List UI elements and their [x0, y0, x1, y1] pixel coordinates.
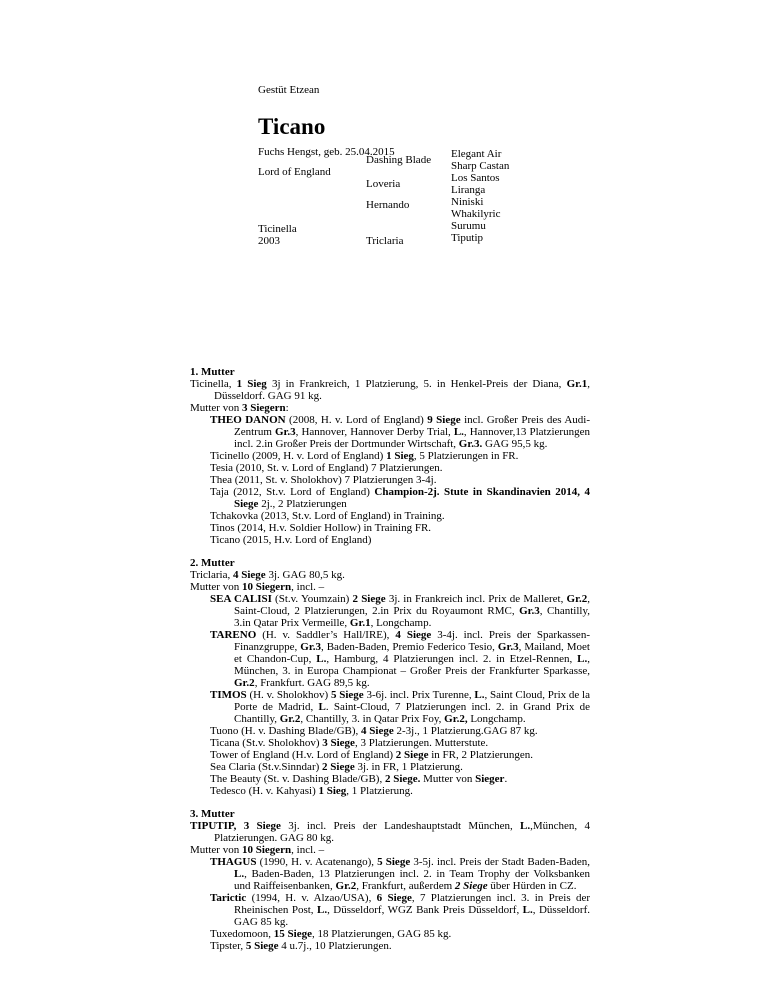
produce-entry: TIMOS (H. v. Sholokhov) 5 Siege 3-6j. incl. Prix Turenne, L., Saint Cloud, Prix de la Porte de Madrid, L. Saint-Cloud, 7 Platzierungen incl. 2. in Grand Prix de Chantilly, Gr.2, Chantilly, 3. in Qatar Prix Foy, Gr.2, Longchamp. — [210, 689, 591, 725]
produce-entry: Tuono (H. v. Dashing Blade/GB), 4 Siege 2-3j., 1 Platzierung.GAG 87 kg. — [210, 725, 538, 737]
ancestor: Los Santos — [451, 172, 500, 184]
produce-entry: Ticinello (2009, H. v. Lord of England) 1 Sieg, 5 Platzierungen in FR. — [210, 450, 519, 462]
produce-entry: Tower of England (H.v. Lord of England) 2 Siege in FR, 2 Platzierungen. — [210, 749, 533, 761]
produce-entry: Tipster, 5 Siege 4 u.7j., 10 Platzierungen. — [210, 940, 392, 952]
produce-entry: SEA CALISI (St.v. Youmzain) 2 Siege 3j. in Frankreich incl. Prix de Malleret, Gr.2, Saint-Cloud, 2 Platzierungen, 2.in Prix du Royaumont RMC, Gr.3, Chantilly, 3.in Qatar Prix Vermeille, Gr.1, Longchamp. — [210, 593, 590, 629]
section-third-dam — [190, 808, 590, 952]
ancestor: Whakilyric — [451, 208, 501, 220]
section-heading: 2. Mutter — [190, 557, 235, 569]
ancestor: Niniski — [451, 196, 484, 208]
produce-entry: Sea Claria (St.v.Sinndar) 2 Siege 3j. in FR, 1 Platzierung. — [210, 761, 463, 773]
produce-entry: TARENO (H. v. Saddler’s Hall/IRE), 4 Siege 3-4j. incl. Preis der Sparkassen-Finanzgruppe, Gr.3, Baden-Baden, Premio Federico Tesio, Gr.3, Mailand, Moet et Chandon-Cup, L., Hamburg, 4 Platzierungen incl. 2. in Etzel-Rennen, L., München, 3. in Europa Championat – Großer Preis der Frankfurter Sparkasse, Gr.2, Frankfurt. GAG 89,5 kg. — [210, 629, 590, 689]
dam-year: 2003 — [258, 235, 280, 247]
dam-dam: Triclaria — [366, 235, 404, 247]
produce-entry: Tuxedomoon, 15 Siege, 18 Platzierungen, GAG 85 kg. — [210, 928, 452, 940]
dam-sire: Hernando — [366, 199, 410, 211]
ancestor: Liranga — [451, 184, 486, 196]
produce-entry: Taja (2012, St.v. Lord of England) Champion-2j. Stute in Skandinavien 2014, 4 Siege 2j., 2 Platzierungen — [210, 486, 590, 510]
produce-entry: Ticana (St.v. Sholokhov) 3 Siege, 3 Platzierungen. Mutterstute. — [210, 737, 489, 749]
ancestor: Tiputip — [451, 232, 484, 244]
section-heading: 3. Mutter — [190, 808, 235, 820]
ancestor: Sharp Castan — [451, 160, 510, 172]
section-first-dam — [190, 366, 590, 546]
ancestor: Surumu — [451, 220, 486, 232]
produce-entry: Thea (2011, St. v. Sholokhov) 7 Platzierungen 3-4j. — [210, 474, 437, 486]
horse-name: Ticano — [258, 114, 326, 139]
produce-entry: Tinos (2014, H.v. Soldier Hollow) in Training FR. — [210, 522, 432, 534]
section-second-dam — [190, 557, 590, 797]
sire: Lord of England — [258, 166, 331, 178]
stud-name: Gestüt Etzean — [258, 84, 320, 96]
sire-dam: Loveria — [366, 178, 401, 190]
produce-entry: THEO DANON (2008, H. v. Lord of England) 9 Siege incl. Großer Preis des Audi-Zentrum Gr.3, Hannover, Hannover Derby Trial, L., Hannover,13 Platzierungen incl. 2.in Großer Preis der Dortmunder Wirtschaft, Gr.3. GAG 95,5 kg. — [210, 414, 590, 450]
produce-entry: Ticano (2015, H.v. Lord of England) — [210, 534, 372, 546]
section-heading: 1. Mutter — [190, 366, 235, 378]
ancestor: Elegant Air — [451, 148, 502, 160]
produce-summary: Mutter von 10 Siegern, incl. – — [190, 581, 325, 593]
dam-line-text — [190, 366, 590, 952]
produce-entry: THAGUS (1990, H. v. Acatenango), 5 Siege 3-5j. incl. Preis der Stadt Baden-Baden, L., Baden-Baden, 13 Platzierungen incl. 2. in Team Trophy der Volksbanken und Raiffeisenbanken, Gr.2, Frankfurt, außerdem 2 Siege über Hürden in CZ. — [210, 856, 590, 892]
produce-entry: Tarictic (1994, H. v. Alzao/USA), 6 Siege, 7 Platzierungen incl. 3. in Preis der Rheinischen Post, L., Düsseldorf, WGZ Bank Preis Düsseldorf, L., Düsseldorf. GAG 85 kg. — [210, 892, 590, 928]
produce-entry: Tchakovka (2013, St.v. Lord of England) in Training. — [210, 510, 445, 522]
sire-sire: Dashing Blade — [366, 154, 432, 166]
produce-summary: Mutter von 3 Siegern: — [190, 402, 289, 414]
dam: Ticinella — [258, 223, 297, 235]
horse-description: Fuchs Hengst, geb. 25.04.2015 — [258, 146, 395, 158]
dam-record: TIPUTIP, 3 Siege 3j. incl. Preis der Landeshauptstadt München, L.,München, 4 Platzierungen. GAG 80 kg. — [190, 820, 591, 844]
produce-entry: Tesia (2010, St. v. Lord of England) 7 Platzierungen. — [210, 462, 443, 474]
produce-entry: Tedesco (H. v. Kahyasi) 1 Sieg, 1 Platzierung. — [210, 785, 413, 797]
dam-record: Triclaria, 4 Siege 3j. GAG 80,5 kg. — [190, 569, 345, 581]
produce-summary: Mutter von 10 Siegern, incl. – — [190, 844, 325, 856]
third-generation-list — [451, 148, 509, 244]
dam-record: Ticinella, 1 Sieg 3j in Frankreich, 1 Platzierung, 5. in Henkel-Preis der Diana, Gr.1, Düsseldorf. GAG 91 kg. — [190, 378, 590, 402]
produce-entry: The Beauty (St. v. Dashing Blade/GB), 2 Siege. Mutter von Sieger. — [210, 773, 508, 785]
